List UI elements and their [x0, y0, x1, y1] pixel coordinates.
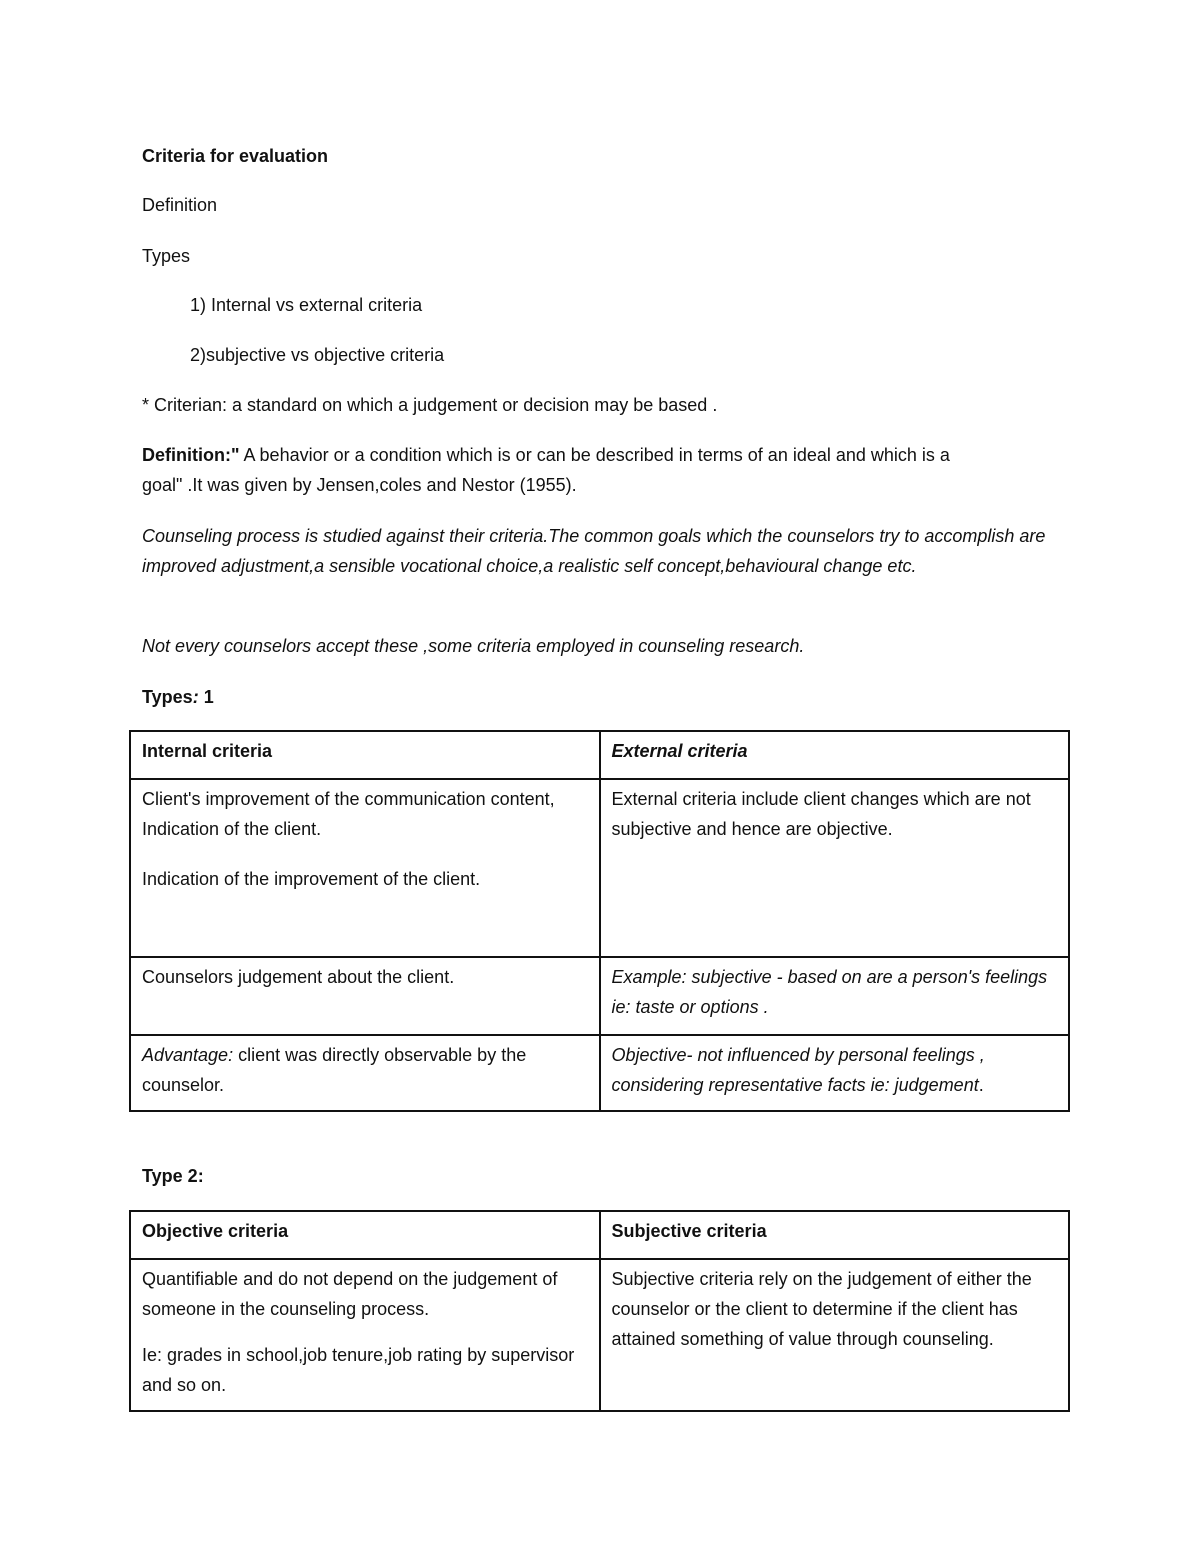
advantage-text: client was directly observable by the counselor. — [142, 1045, 527, 1095]
subjective-criteria-header: Subjective criteria — [600, 1211, 1070, 1259]
types-label: Types — [142, 246, 191, 266]
italic-paragraph-2: Not every counselors accept these ,some criteria employed in counseling research. — [142, 636, 805, 656]
table-row — [130, 1259, 1069, 1411]
page-heading: Criteria for evaluation — [142, 146, 329, 166]
cell-paragraph — [142, 1040, 589, 1100]
criterian-note: * Criterian: a standard on which a judgement or decision may be based . — [142, 395, 718, 415]
type2-label: Type 2: — [142, 1166, 204, 1186]
table-row — [130, 1211, 1069, 1259]
objective-criteria-header: Objective criteria — [130, 1211, 600, 1259]
table-row — [130, 779, 1069, 957]
table-cell — [130, 1035, 600, 1111]
type1-label-bold: Types — [142, 687, 193, 707]
advantage-label: Advantage: — [142, 1045, 234, 1065]
cell-paragraph — [612, 1040, 1059, 1100]
cell-paragraph: Quantifiable and do not depend on the judgement of someone in the counseling process. — [142, 1269, 558, 1319]
table-row — [130, 957, 1069, 1035]
type2-table — [129, 1210, 1070, 1412]
table-cell — [130, 779, 600, 957]
italic-paragraph-1: Counseling process is studied against their criteria.The common goals which the counselors try to accomplish are improved adjustment,a sensible vocational choice,a realistic self concept,behavioural change etc. — [142, 526, 1046, 576]
type1-label-number: 1 — [198, 687, 214, 707]
cell-paragraph: Subjective criteria rely on the judgement of either the counselor or the client to determine if the client has attained something of value through counseling. — [611, 1269, 1032, 1349]
cell-paragraph: Ie: grades in school,job tenure,job rating by supervisor and so on. — [142, 1345, 575, 1395]
table-row — [130, 1035, 1069, 1111]
type1-label — [142, 682, 214, 712]
outline-item-1: 1) Internal vs external criteria — [190, 295, 423, 315]
definition-text-1: A behavior or a condition which is or can be described in terms of an ideal and which is a — [243, 445, 950, 465]
type1-table — [129, 730, 1070, 1112]
definition-label: Definition — [142, 195, 218, 215]
cell-paragraph: Example: subjective - based on are a person's feelings ie: taste or options . — [611, 967, 1048, 1017]
definition-line-1 — [142, 440, 950, 470]
cell-paragraph: Counselors judgement about the client. — [142, 967, 455, 987]
table-cell — [130, 1259, 600, 1411]
internal-criteria-header: Internal criteria — [130, 731, 600, 779]
definition-line-2: goal" .It was given by Jensen,coles and Nestor (1955). — [142, 475, 577, 495]
external-criteria-header: External criteria — [600, 731, 1070, 779]
definition-bold-label: Definition:" — [142, 445, 240, 465]
table-cell — [600, 957, 1070, 1035]
table-row — [130, 731, 1069, 779]
cell-paragraph: External criteria include client changes which are not subjective and hence are objective. — [611, 789, 1031, 839]
table-cell — [130, 957, 600, 1035]
objective-text: Objective- not influenced by personal feelings , considering representative facts ie: judgement — [611, 1045, 985, 1095]
table-cell — [600, 1035, 1070, 1111]
cell-paragraph: Client's improvement of the communication content, Indication of the client. — [142, 789, 555, 839]
cell-paragraph: Indication of the improvement of the client. — [142, 869, 481, 889]
objective-tail: . — [978, 1075, 984, 1095]
outline-item-2: 2)subjective vs objective criteria — [190, 345, 445, 365]
table-cell — [600, 779, 1070, 957]
type1-label-colon: : — [192, 687, 199, 707]
table-cell — [600, 1259, 1070, 1411]
